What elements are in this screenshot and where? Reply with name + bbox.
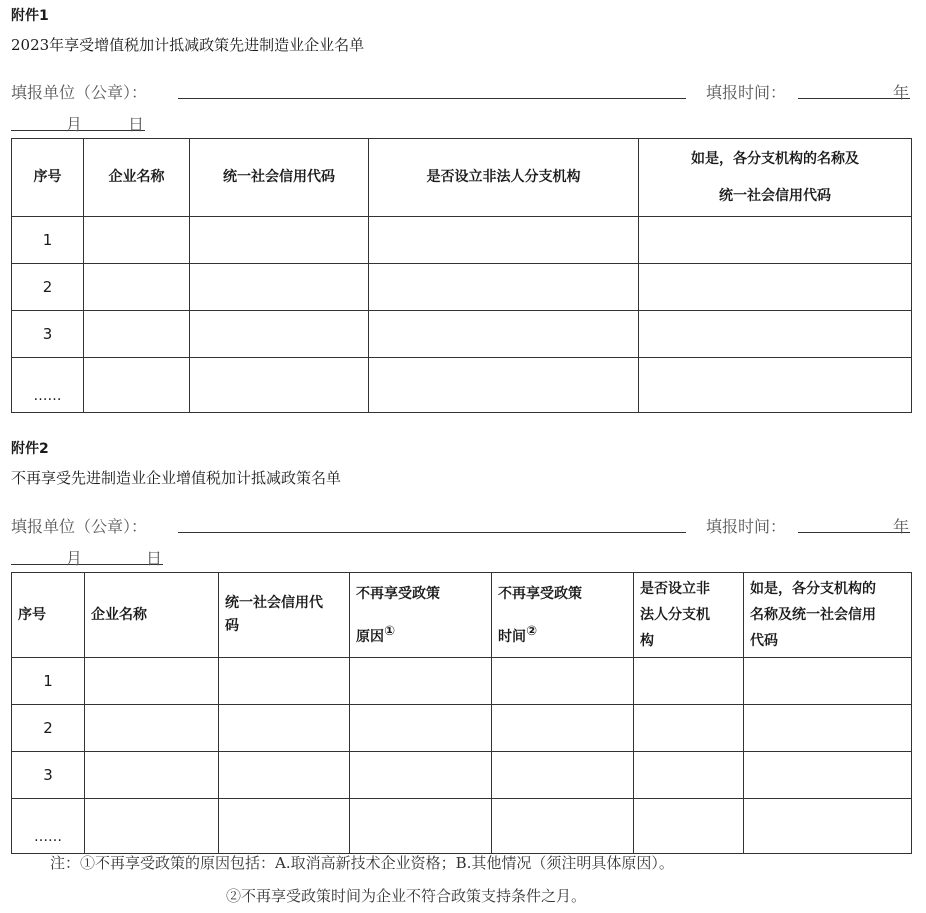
table-cell[interactable] — [350, 658, 492, 705]
table-cell[interactable] — [744, 799, 912, 854]
table-cell[interactable] — [219, 752, 350, 799]
annex2-col-detail-line1: 如是，各分支机构的 — [750, 581, 876, 597]
table-cell[interactable] — [85, 658, 219, 705]
table-cell[interactable] — [85, 799, 219, 854]
table-row — [12, 358, 912, 413]
row-number: 1 — [12, 217, 84, 264]
annex2-year-unit: 年 — [893, 517, 910, 536]
table-cell[interactable] — [219, 658, 350, 705]
annex1-day-unit: 日 — [128, 115, 145, 134]
annex2-col-seq: 序号 — [12, 573, 85, 658]
annex2-unit-label: 填报单位（公章）： — [11, 517, 148, 536]
table-cell[interactable] — [639, 311, 912, 358]
table-cell[interactable] — [84, 311, 190, 358]
annex1-unit-label: 填报单位（公章）： — [11, 83, 148, 102]
annex2-col-reason — [350, 573, 492, 658]
annex2-time-label: 填报时间： — [706, 517, 787, 536]
annex1-header-row — [12, 139, 912, 217]
annex1-unit-field[interactable] — [178, 98, 686, 99]
footnote-mark-2: ② — [526, 623, 538, 639]
table-cell[interactable] — [634, 705, 744, 752]
table-row — [12, 217, 912, 264]
table-cell[interactable] — [639, 217, 912, 264]
table-cell[interactable] — [492, 705, 634, 752]
annex2-day-unit: 日 — [146, 549, 163, 568]
row-number: 2 — [12, 705, 85, 752]
annex1-col-code: 统一社会信用代码 — [190, 139, 369, 217]
table-row — [12, 799, 912, 854]
annex1-col-detail-line2: 统一社会信用代码 — [719, 187, 831, 204]
table-cell[interactable] — [84, 264, 190, 311]
annex2-col-time-text: 时间 — [498, 628, 526, 645]
annex1-col-detail-line1: 如是，各分支机构的名称及 — [691, 150, 859, 167]
table-cell[interactable] — [744, 658, 912, 705]
annex1-title: 2023年享受增值税加计抵减政策先进制造业企业名单 — [11, 36, 365, 54]
annex1-label: 附件1 — [11, 8, 49, 24]
annex2-col-branch — [634, 573, 744, 658]
annex2-col-time-line1: 不再享受政策 — [498, 585, 582, 602]
annex1-col-branch: 是否设立非法人分支机构 — [369, 139, 639, 217]
table-cell[interactable] — [219, 705, 350, 752]
table-cell[interactable] — [190, 217, 369, 264]
annex2-col-branch-line1: 是否设立非 — [640, 581, 710, 597]
table-cell[interactable] — [369, 311, 639, 358]
annex1-col-name: 企业名称 — [84, 139, 190, 217]
annex2-col-code-line1: 统一社会信用代 — [225, 595, 323, 611]
annex2-unit-field[interactable] — [178, 532, 686, 533]
table-cell[interactable] — [85, 705, 219, 752]
annex1-col-detail — [639, 139, 912, 217]
annex1-month-unit: 月 — [66, 115, 83, 134]
table-cell[interactable] — [492, 658, 634, 705]
annex2-month-day-field[interactable] — [11, 564, 163, 565]
table-cell[interactable] — [744, 752, 912, 799]
table-cell[interactable] — [369, 358, 639, 413]
table-cell[interactable] — [219, 799, 350, 854]
table-cell[interactable] — [744, 705, 912, 752]
annex2-col-time-line2 — [498, 613, 633, 656]
annex2-title: 不再享受先进制造业企业增值税加计抵减政策名单 — [11, 469, 342, 487]
annex2-col-code-line2: 码 — [225, 618, 239, 634]
table-cell[interactable] — [492, 752, 634, 799]
annex2-col-code — [219, 573, 350, 658]
table-cell[interactable] — [350, 705, 492, 752]
annex2-table — [11, 572, 912, 854]
annex2-month-unit: 月 — [66, 549, 83, 568]
annex1-table — [11, 138, 912, 413]
table-cell[interactable] — [634, 752, 744, 799]
table-cell[interactable] — [85, 752, 219, 799]
table-cell[interactable] — [350, 752, 492, 799]
table-cell[interactable] — [84, 358, 190, 413]
row-number: 3 — [12, 752, 85, 799]
annex2-col-time — [492, 573, 634, 658]
annex2-col-branch-line3: 构 — [640, 633, 654, 649]
footnote-mark-1: ① — [384, 623, 396, 639]
annex2-col-branch-line2: 法人分支机 — [640, 607, 710, 623]
row-number: 1 — [12, 658, 85, 705]
annex1-col-seq: 序号 — [12, 139, 84, 217]
row-number: 3 — [12, 311, 84, 358]
row-number: 2 — [12, 264, 84, 311]
table-cell[interactable] — [492, 799, 634, 854]
annex2-col-detail — [744, 573, 912, 658]
table-cell[interactable] — [190, 311, 369, 358]
annex2-header-row — [12, 573, 912, 658]
table-cell[interactable] — [190, 264, 369, 311]
table-cell[interactable] — [84, 217, 190, 264]
annex2-label: 附件2 — [11, 441, 49, 457]
table-cell[interactable] — [639, 358, 912, 413]
annex2-col-reason-line2 — [356, 613, 491, 656]
annex2-col-detail-line2: 名称及统一社会信用 — [750, 607, 876, 623]
annex2-col-reason-text: 原因 — [356, 628, 384, 645]
table-cell[interactable] — [634, 658, 744, 705]
note-line-1: 注：①不再享受政策的原因包括：A.取消高新技术企业资格；B.其他情况（须注明具体原因）。 — [50, 854, 674, 872]
table-row — [12, 705, 912, 752]
table-cell[interactable] — [369, 264, 639, 311]
table-cell[interactable] — [190, 358, 369, 413]
table-cell[interactable] — [369, 217, 639, 264]
annex2-col-name: 企业名称 — [85, 573, 219, 658]
note-line-2: ②不再享受政策时间为企业不符合政策支持条件之月。 — [226, 887, 587, 905]
table-cell[interactable] — [634, 799, 744, 854]
table-row — [12, 752, 912, 799]
annex1-year-unit: 年 — [893, 83, 910, 102]
table-row — [12, 658, 912, 705]
annex1-time-label: 填报时间： — [706, 83, 787, 102]
table-cell[interactable] — [639, 264, 912, 311]
table-cell[interactable] — [350, 799, 492, 854]
table-row — [12, 311, 912, 358]
table-row — [12, 264, 912, 311]
annex2-col-detail-line3: 代码 — [750, 633, 778, 649]
row-number: …… — [12, 358, 84, 413]
annex2-col-reason-line1: 不再享受政策 — [356, 585, 440, 602]
row-number: …… — [12, 799, 85, 854]
